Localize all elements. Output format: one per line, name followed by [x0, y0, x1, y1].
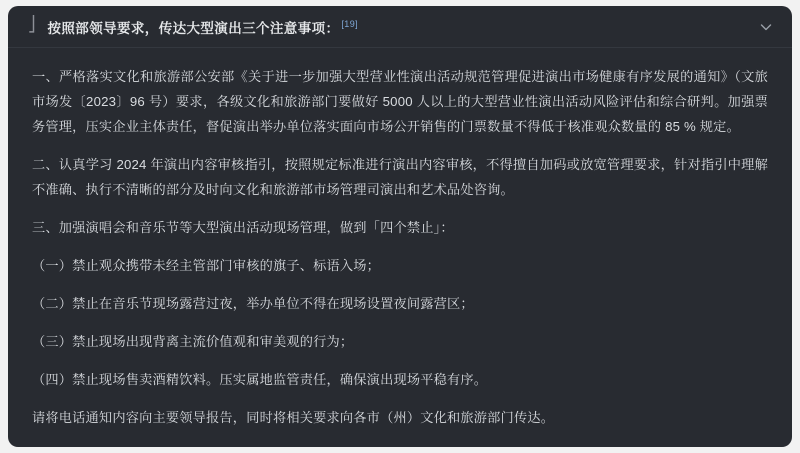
paragraph-6: （三）禁止现场出现背离主流价值观和审美观的行为； [32, 334, 354, 349]
card-header[interactable] [8, 6, 792, 47]
header-title-text: 按照部领导要求，传达大型演出三个注意事项： [47, 20, 340, 36]
notice-card [8, 6, 792, 447]
header-divider [8, 47, 792, 48]
paragraph-2: 二、认真学习 2024 年演出内容审核指引，按照规定标准进行演出内容审核，不得擅自加码或放宽管理要求，针对指引中理解不准确、执行不清晰的部分及时向文化和旅游部市场管理司演出和艺术品处咨询。 [32, 157, 768, 197]
paragraph-8: 请将电话通知内容向主要领导报告，同时将相关要求向各市（州）文化和旅游部门传达。 [32, 410, 555, 425]
notice-body [8, 47, 792, 440]
paragraph-5: （二）禁止在音乐节现场露营过夜，举办单位不得在现场设置夜间露营区； [32, 296, 474, 311]
footnote-marker: [19] [341, 19, 359, 29]
paragraph-7: （四）禁止现场售卖酒精饮料。压实属地监管责任，确保演出现场平稳有序。 [32, 372, 488, 387]
paragraph-3: 三、加强演唱会和音乐节等大型演出活动现场管理，做到「四个禁止」： [32, 220, 454, 235]
quote-icon: ⎦ [28, 17, 36, 33]
paragraph-1: 一、严格落实文化和旅游部公安部《关于进一步加强大型营业性演出活动规范管理促进演出市场健康有序发展的通知》（文旅市场发〔2023〕96 号）要求，各级文化和旅游部门要做好 5000 人以上的大型营业性演出活动风险评估和综合研判。加强票务管理，压实企业主体责任，督促演出举办单位落实面向市场公开销售的门票数量不得低于核准观众数量的 85 % 规定。 [32, 69, 768, 134]
paragraph-4: （一）禁止观众携带未经主管部门审核的旗子、标语入场； [32, 258, 381, 273]
page-title [48, 17, 359, 37]
chevron-down-icon[interactable] [756, 17, 776, 37]
